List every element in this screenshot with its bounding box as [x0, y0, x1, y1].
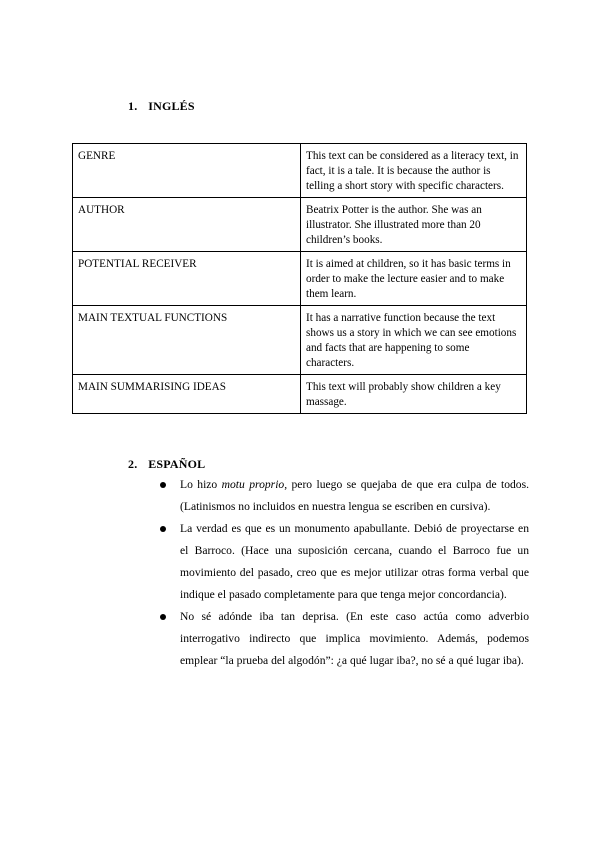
table-row [73, 375, 527, 414]
row-label: MAIN TEXTUAL FUNCTIONS [73, 306, 301, 375]
section-title: ESPAÑOL [148, 457, 206, 471]
table-row [73, 144, 527, 198]
section-number: 1. [128, 99, 138, 113]
analysis-table [72, 143, 527, 414]
row-label: MAIN SUMMARISING IDEAS [73, 375, 301, 414]
bullet-icon [160, 482, 166, 488]
bullet-list [157, 474, 529, 672]
table-row [73, 252, 527, 306]
row-value: It is aimed at children, so it has basic terms in order to make the lecture easier and to make them learn. [301, 252, 527, 306]
item-text: Lo hizo [180, 478, 222, 491]
bullet-icon [160, 614, 166, 620]
item-text: , pero luego se quejaba de que era culpa de todos. (Latinismos no incluidos en nuestra lengua se escriben en cursiva). [180, 478, 530, 513]
list-item [157, 606, 529, 672]
table-row [73, 306, 527, 375]
bullet-icon [160, 526, 166, 532]
table-row [73, 198, 527, 252]
section-heading-espanol [128, 457, 205, 472]
item-text: No sé adónde iba tan deprisa. (En este caso actúa como adverbio interrogativo indirecto que implica movimiento. Además, podemos emplear “la prueba del algodón”: ¿a qué lugar iba?, no sé a qué lugar iba). [180, 610, 529, 667]
list-item [157, 474, 529, 518]
row-value: This text will probably show children a key massage. [301, 375, 527, 414]
item-text: La verdad es que es un monumento apabullante. Debió de proyectarse en el Barroco. (Hace una suposición cercana, cuando el Barroco fue un movimiento del pasado, creo que es mejor utilizar otras forma verbal que indique el pasado completamente para que tenga mejor concordancia). [180, 522, 529, 601]
row-value: It has a narrative function because the text shows us a story in which we can see emotions and facts that are happening to some characters. [301, 306, 527, 375]
list-item [157, 518, 529, 606]
section-number: 2. [128, 457, 138, 471]
row-label: GENRE [73, 144, 301, 198]
section-title: INGLÉS [148, 99, 195, 113]
item-italic-text: motu proprio [221, 478, 285, 491]
row-label: AUTHOR [73, 198, 301, 252]
row-value: Beatrix Potter is the author. She was an illustrator. She illustrated more than 20 children’s books. [301, 198, 527, 252]
row-value: This text can be considered as a literacy text, in fact, it is a tale. It is because the author is telling a short story with specific characters. [301, 144, 527, 198]
row-label: POTENTIAL RECEIVER [73, 252, 301, 306]
section-heading-ingles [128, 99, 195, 114]
